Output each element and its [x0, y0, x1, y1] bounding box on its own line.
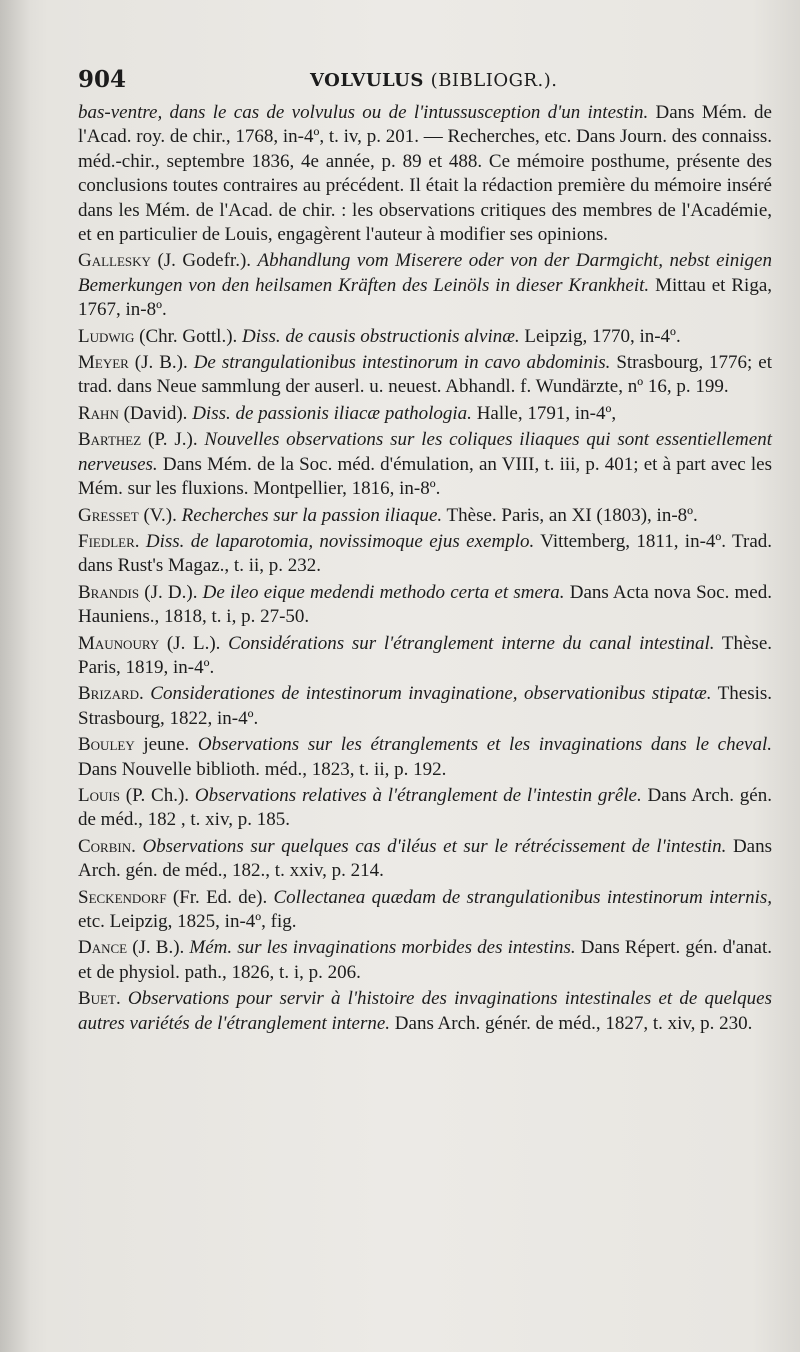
entry-author: Buet.: [78, 988, 121, 1010]
entry-details: Thèse. Paris, an XI (1803), in-8º.: [442, 504, 698, 526]
entry-initials: (J. B.).: [128, 352, 194, 374]
bibliography-entries: [78, 249, 772, 1036]
bibliography-entry: [78, 581, 772, 630]
entry-details: Dans Répert. gén. d'anat. et de physiol. path., 1826, t. i, p. 206.: [78, 937, 772, 983]
entry-title: Nouvelles observations sur les coliques iliaques qui sont essentiellement nerveuses.: [78, 429, 772, 475]
bibliography-entry: [78, 733, 772, 782]
bibliography-entry: [78, 504, 772, 528]
entry-details: Dans Arch. gén. de méd., 182., t. xxiv, p. 214.: [78, 835, 772, 882]
entry-details: Mittau et Riga, 1767, in-8º.: [78, 274, 772, 321]
entry-author: Rahn: [78, 402, 119, 424]
entry-title: Observations sur quelques cas d'iléus et sur le rétrécissement de l'intestin.: [142, 835, 727, 857]
entry-author: Corbin.: [78, 835, 136, 857]
entry-details: Dans Mém. de l'Acad. roy. de chir., 1768, in-4º, t. iv, p. 201. — Recherches, etc. Dans Journ. des connaiss. méd.-chir., septembre 1836, 4e année, p. 89 et 488. Ce mémoire posthume, présente des conclusions toutes contraires au précédent. Il était la rédaction première du mémoire inséré dans les Mém. de l'Acad. de chir. : les observations critiques des membres de l'Académie, et en particulier de Louis, engagèrent l'auteur à modifier ses opinions.: [78, 102, 772, 246]
entry-initials: (P. J.).: [141, 429, 205, 451]
entry-details: Thesis. Strasbourg, 1822, in-4º.: [78, 683, 773, 729]
entry-initials: jeune.: [134, 734, 198, 756]
entry-initials: (J. L.).: [159, 632, 229, 654]
entry-title: De ileo eique medendi methodo certa et smera.: [202, 581, 565, 603]
entry-author: Meyer: [78, 352, 129, 374]
bibliography-text: [78, 101, 772, 1038]
bibliography-entry: [78, 682, 772, 731]
entry-title: Abhandlung vom Miserere oder von der Darmgicht, nebst einigen Bemerkungen von den heilsamen Kräften des Leinöls in dieser Krankheit.: [78, 250, 772, 296]
entry-title: Diss. de laparotomia, novissimoque ejus exemplo.: [145, 530, 535, 552]
entry-author: Brandis: [78, 581, 140, 603]
entry-author: Bouley: [78, 734, 135, 756]
entry-initials: (Fr. Ed. de).: [166, 886, 274, 908]
bibliography-entry: [78, 784, 772, 833]
bibliography-entry: [78, 428, 772, 501]
continued-entry: [78, 101, 772, 247]
bibliography-entry: [78, 402, 772, 426]
entry-author: Dance: [78, 937, 128, 959]
page-header: [78, 66, 748, 96]
entry-author: Seckendorf: [78, 886, 167, 908]
entry-initials: (David).: [118, 402, 193, 424]
entry-title: Mém. sur les invaginations morbides des intestins.: [189, 937, 576, 959]
running-head: [310, 70, 557, 91]
entry-details: Strasbourg, 1776; et trad. dans Neue sammlung der auserl. u. neuest. Abhandl. f. Wundärzte, nº 16, p. 199.: [78, 352, 772, 398]
entry-author: Louis: [78, 784, 120, 806]
bibliography-entry: [78, 936, 772, 985]
bibliography-entry: [78, 886, 772, 935]
entry-initials: (Chr. Gottl.).: [134, 325, 243, 347]
entry-author: Gallesky: [78, 250, 151, 272]
bibliography-entry: [78, 632, 772, 681]
entry-author: Brizard.: [78, 683, 144, 705]
entry-details: Dans Arch. gén. de méd., 182 , t. xiv, p. 185.: [78, 784, 772, 831]
entry-initials: (J. D.).: [139, 581, 203, 603]
running-head-title: VOLVULUS: [310, 70, 424, 91]
entry-details: Vittemberg, 1811, in-4º. Trad. dans Rust's Magaz., t. ii, p. 232.: [78, 530, 773, 577]
entry-details: Leipzig, 1770, in-4º.: [519, 325, 681, 347]
bibliography-entry: [78, 835, 772, 884]
entry-details: Dans Nouvelle biblioth. méd., 1823, t. ii, p. 192.: [78, 758, 447, 780]
bibliography-entry: [78, 351, 772, 400]
running-head-subtitle: (BIBLIOGR.).: [430, 70, 558, 91]
entry-details: Dans Arch. génér. de méd., 1827, t. xiv, p. 230.: [390, 1012, 753, 1034]
bibliography-entry: [78, 530, 772, 579]
entry-author: Ludwig: [78, 325, 135, 347]
entry-author: Gresset: [78, 504, 139, 526]
entry-title: bas-ventre, dans le cas de volvulus ou de l'intussusception d'un intestin.: [78, 102, 649, 123]
entry-details: Dans Mém. de la Soc. méd. d'émulation, an VIII, t. iii, p. 401; et à part avec les Mém. sur les fluxions. Montpellier, 1816, in-8º.: [78, 453, 772, 500]
entry-initials: [121, 988, 128, 1009]
entry-title: Diss. de causis obstructionis alvinæ.: [242, 325, 520, 347]
entry-initials: (J. Godefr.).: [150, 250, 258, 272]
entry-title: Collectanea quædam de strangulationibus intestinorum internis,: [273, 886, 772, 908]
entry-title: Observations pour servir à l'histoire des invaginations intestinales et de quelques autres variétés de l'étranglement interne.: [78, 988, 772, 1034]
entry-author: Maunoury: [78, 632, 160, 654]
entry-initials: (P. Ch.).: [119, 784, 195, 806]
entry-title: De strangulationibus intestinorum in cavo abdominis.: [193, 352, 611, 374]
page-number: 904: [78, 66, 127, 93]
entry-initials: (J. B.).: [127, 937, 190, 959]
entry-title: Considérations sur l'étranglement interne du canal intestinal.: [228, 632, 715, 654]
entry-title: Recherches sur la passion iliaque.: [181, 504, 443, 526]
entry-author: Barthez: [78, 429, 142, 451]
entry-details: etc. Leipzig, 1825, in-4º, fig.: [78, 911, 297, 932]
bibliography-entry: [78, 325, 772, 349]
entry-author: Fiedler.: [78, 530, 140, 552]
bibliography-entry: [78, 987, 772, 1036]
entry-title: Observations relatives à l'étranglement de l'intestin grêle.: [194, 784, 642, 806]
entry-initials: (V.).: [138, 504, 182, 526]
bibliography-entry: [78, 249, 772, 322]
entry-title: Diss. de passionis iliacæ pathologia.: [192, 402, 472, 424]
entry-details: Halle, 1791, in-4º,: [471, 402, 617, 424]
entry-title: Considerationes de intestinorum invaginatione, observationibus stipatæ.: [150, 683, 712, 705]
entry-title: Observations sur les étranglements et les invaginations dans le cheval.: [197, 734, 772, 756]
entry-details: Thèse. Paris, 1819, in-4º.: [78, 632, 772, 678]
entry-details: Dans Acta nova Soc. med. Hauniens., 1818, t. i, p. 27-50.: [78, 581, 772, 628]
